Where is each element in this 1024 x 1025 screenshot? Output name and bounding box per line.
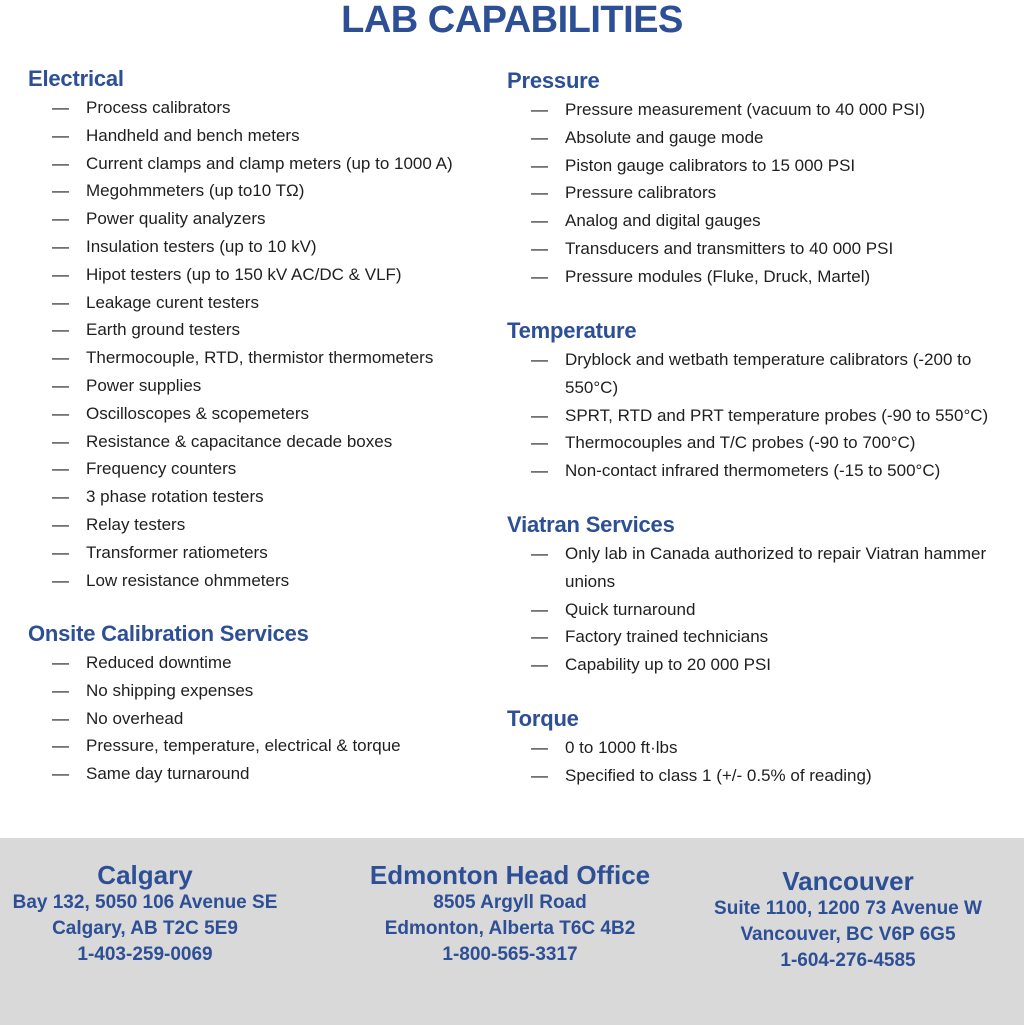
list-item: [28, 261, 498, 289]
dash-bullet-icon: —: [52, 181, 69, 201]
office-city: Calgary, AB T2C 5E9: [52, 918, 238, 939]
list-item: [28, 122, 498, 150]
section-electrical: [28, 66, 498, 594]
section-heading: Viatran Services: [507, 512, 675, 537]
list-item: [28, 428, 498, 456]
dash-bullet-icon: —: [52, 708, 69, 728]
list-item-text: Power quality analyzers: [86, 209, 266, 229]
list-item-text: Earth ground testers: [86, 320, 241, 340]
dash-bullet-icon: —: [531, 544, 548, 563]
list-item-text: Thermocouples and T/C probes (-90 to 700°C): [565, 433, 916, 453]
dash-bullet-icon: —: [52, 459, 69, 479]
list-item-text: 0 to 1000 ft·lbs: [565, 738, 678, 757]
list-item-text: Resistance & capacitance decade boxes: [86, 431, 393, 451]
list-item: [28, 732, 498, 760]
list-item: [507, 346, 1017, 402]
section-torque: [507, 706, 1017, 790]
list-item: [507, 152, 1017, 180]
section-pressure: [507, 68, 1017, 291]
capability-list: [507, 96, 1017, 291]
list-item: [28, 316, 498, 344]
list-item-text: Oscilloscopes & scopemeters: [86, 403, 309, 423]
list-item-text: Transformer ratiometers: [86, 542, 268, 562]
dash-bullet-icon: —: [531, 238, 548, 258]
office-phone: 1-800-565-3317: [442, 944, 578, 965]
section-heading: Electrical: [28, 66, 124, 91]
list-item-text: Hipot testers (up to 150 kV AC/DC & VLF): [86, 264, 402, 284]
list-item: [507, 402, 1017, 430]
list-item-text: Insulation testers (up to 10 kV): [86, 236, 317, 256]
dash-bullet-icon: —: [52, 431, 69, 451]
office-address: 8505 Argyll Road: [433, 892, 587, 913]
list-item-text: Current clamps and clamp meters (up to 1000 A): [86, 153, 453, 173]
dash-bullet-icon: —: [531, 155, 548, 175]
dash-bullet-icon: —: [52, 375, 69, 395]
list-item: [507, 207, 1017, 235]
list-item: [507, 457, 1017, 485]
list-item: [28, 400, 498, 428]
dash-bullet-icon: —: [52, 514, 69, 534]
list-item: [28, 760, 498, 788]
dash-bullet-icon: —: [531, 627, 548, 647]
section-onsite-calibration: [28, 621, 498, 788]
list-item-text: Megohmmeters (up to10 TΩ): [86, 181, 305, 201]
list-item: [507, 651, 1017, 679]
section-heading: Temperature: [507, 318, 637, 343]
list-item-text: Frequency counters: [86, 459, 237, 479]
dash-bullet-icon: —: [52, 653, 69, 672]
dash-bullet-icon: —: [52, 98, 69, 117]
list-item: [507, 96, 1017, 124]
list-item-text: Absolute and gauge mode: [565, 127, 764, 147]
list-item-text: Analog and digital gauges: [565, 211, 761, 231]
section-heading: Torque: [507, 706, 579, 731]
list-item-text: Pressure measurement (vacuum to 40 000 PSI): [565, 100, 925, 119]
list-item: [28, 511, 498, 539]
dash-bullet-icon: —: [52, 209, 69, 229]
office-address: Suite 1100, 1200 73 Avenue W: [714, 898, 982, 919]
list-item: [507, 623, 1017, 651]
list-item: [507, 263, 1017, 291]
dash-bullet-icon: —: [531, 127, 548, 147]
list-item: [507, 540, 1017, 596]
dash-bullet-icon: —: [52, 264, 69, 284]
footer-offices: [0, 838, 1024, 1025]
list-item: [28, 150, 498, 178]
list-item-text: Reduced downtime: [86, 653, 232, 672]
dash-bullet-icon: —: [531, 350, 548, 369]
dash-bullet-icon: —: [52, 320, 69, 340]
page-title: LAB CAPABILITIES: [341, 0, 683, 41]
list-item: [507, 124, 1017, 152]
office-edmonton: [360, 860, 660, 968]
dash-bullet-icon: —: [531, 433, 548, 453]
list-item-text: No shipping expenses: [86, 680, 254, 700]
capability-list: [507, 346, 1017, 485]
dash-bullet-icon: —: [52, 292, 69, 312]
list-item: [28, 705, 498, 733]
dash-bullet-icon: —: [531, 765, 548, 785]
list-item-text: Same day turnaround: [86, 764, 250, 784]
office-phone: 1-403-259-0069: [77, 944, 213, 965]
dash-bullet-icon: —: [52, 736, 69, 756]
list-item: [507, 179, 1017, 207]
list-item-text: SPRT, RTD and PRT temperature probes (-90 to 550°C): [565, 405, 989, 425]
list-item-text: Low resistance ohmmeters: [86, 570, 290, 590]
list-item-text: Pressure modules (Fluke, Druck, Martel): [565, 266, 871, 286]
dash-bullet-icon: —: [531, 461, 548, 481]
office-address: Bay 132, 5050 106 Avenue SE: [12, 892, 278, 913]
list-item-text: Relay testers: [86, 514, 186, 534]
office-name: Vancouver: [782, 866, 914, 896]
section-heading: Onsite Calibration Services: [28, 621, 309, 646]
list-item: [28, 539, 498, 567]
dash-bullet-icon: —: [531, 266, 548, 286]
list-item-text: Handheld and bench meters: [86, 125, 300, 145]
office-calgary: [0, 860, 290, 968]
dash-bullet-icon: —: [52, 153, 69, 173]
list-item: [507, 762, 1017, 790]
list-item-text: Piston gauge calibrators to 15 000 PSI: [565, 155, 856, 175]
office-city: Vancouver, BC V6P 6G5: [740, 924, 956, 945]
dash-bullet-icon: —: [52, 542, 69, 562]
list-item: [507, 429, 1017, 457]
dash-bullet-icon: —: [52, 403, 69, 423]
dash-bullet-icon: —: [52, 764, 69, 784]
dash-bullet-icon: —: [531, 211, 548, 231]
dash-bullet-icon: —: [52, 680, 69, 700]
list-item: [28, 372, 498, 400]
section-temperature: [507, 318, 1017, 485]
list-item-text: Transducers and transmitters to 40 000 PSI: [565, 238, 894, 258]
list-item: [507, 235, 1017, 263]
list-item-text: Pressure calibrators: [565, 183, 717, 203]
list-item-text: Non-contact infrared thermometers (-15 to 500°C): [565, 461, 941, 481]
list-item-text: Thermocouple, RTD, thermistor thermometers: [86, 348, 434, 368]
office-phone: 1-604-276-4585: [780, 950, 916, 971]
list-item-text: Dryblock and wetbath temperature calibrators (-200 to 550°C): [565, 350, 972, 397]
list-item: [507, 734, 1017, 762]
list-item: [28, 567, 498, 595]
list-item: [507, 596, 1017, 624]
dash-bullet-icon: —: [531, 655, 548, 675]
list-item-text: Factory trained technicians: [565, 627, 769, 647]
capability-list: [28, 649, 498, 788]
list-item: [28, 344, 498, 372]
dash-bullet-icon: —: [52, 348, 69, 368]
list-item: [28, 205, 498, 233]
office-vancouver: [700, 866, 996, 974]
list-item-text: Only lab in Canada authorized to repair Viatran hammer unions: [565, 544, 987, 591]
list-item: [28, 483, 498, 511]
capability-list: [507, 734, 1017, 790]
office-name: Calgary: [97, 860, 193, 890]
capability-list: [507, 540, 1017, 679]
dash-bullet-icon: —: [531, 738, 548, 757]
dash-bullet-icon: —: [531, 100, 548, 119]
list-item-text: Specified to class 1 (+/- 0.5% of reading): [565, 765, 872, 785]
list-item-text: Quick turnaround: [565, 599, 696, 619]
list-item-text: Capability up to 20 000 PSI: [565, 655, 772, 675]
capability-list: [28, 94, 498, 594]
section-heading: Pressure: [507, 68, 600, 93]
dash-bullet-icon: —: [531, 183, 548, 203]
dash-bullet-icon: —: [531, 599, 548, 619]
list-item: [28, 94, 498, 122]
list-item-text: 3 phase rotation testers: [86, 487, 264, 507]
list-item: [28, 649, 498, 677]
office-name: Edmonton Head Office: [369, 860, 651, 890]
section-viatran-services: [507, 512, 1017, 679]
dash-bullet-icon: —: [52, 487, 69, 507]
office-city: Edmonton, Alberta T6C 4B2: [384, 918, 636, 939]
dash-bullet-icon: —: [52, 236, 69, 256]
list-item-text: Process calibrators: [86, 98, 231, 117]
list-item: [28, 177, 498, 205]
list-item-text: Leakage curent testers: [86, 292, 259, 312]
list-item-text: No overhead: [86, 708, 184, 728]
list-item: [28, 289, 498, 317]
list-item: [28, 233, 498, 261]
list-item-text: Pressure, temperature, electrical & torque: [86, 736, 401, 756]
dash-bullet-icon: —: [52, 125, 69, 145]
dash-bullet-icon: —: [52, 570, 69, 590]
list-item-text: Power supplies: [86, 375, 202, 395]
dash-bullet-icon: —: [531, 405, 548, 425]
list-item: [28, 677, 498, 705]
list-item: [28, 455, 498, 483]
